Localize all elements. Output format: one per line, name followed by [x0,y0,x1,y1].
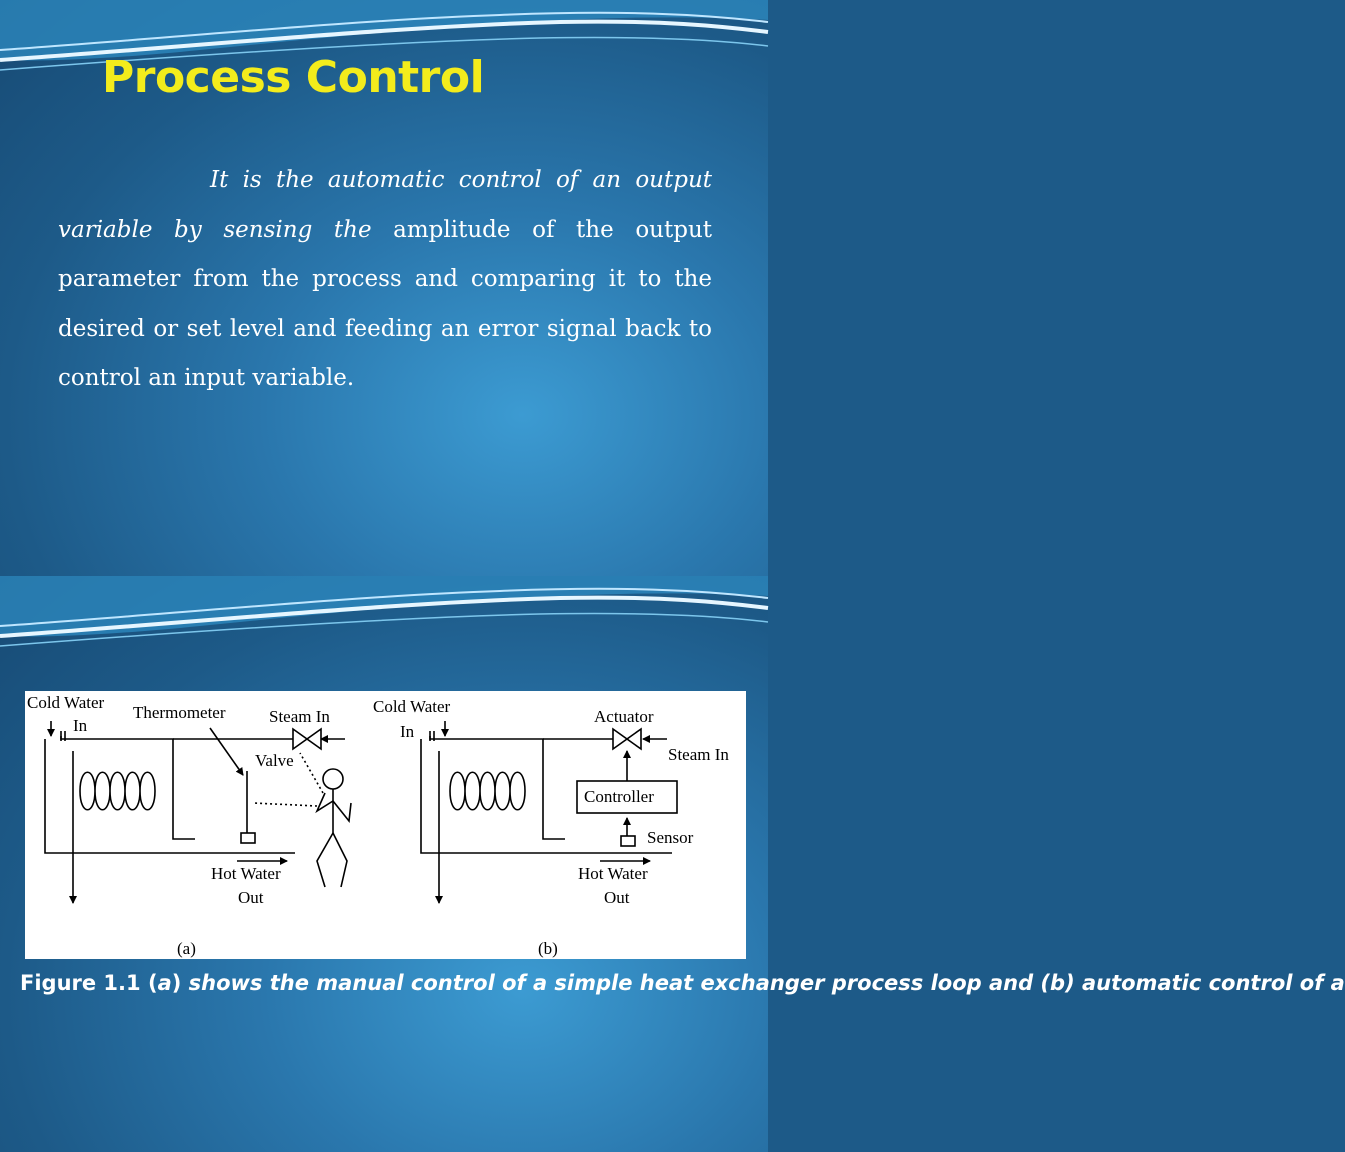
label-b-sensor: Sensor [647,828,694,847]
label-a-caption: (a) [177,939,196,958]
label-a-thermometer: Thermometer [133,703,226,722]
label-b-out: Out [604,888,630,907]
label-b-caption: (b) [538,939,558,958]
label-b-actuator: Actuator [594,707,654,726]
definition-italic-text: It is the automatic control of an output variable by sensing the [58,167,712,243]
caption-paren-close: ) [171,971,182,995]
slide-2 [0,576,1345,1152]
label-b-cold-water: Cold Water [373,697,451,716]
label-a-out: Out [238,888,264,907]
slide-title: Process Control [102,52,485,103]
steam-valve-a [293,729,321,749]
label-a-valve: Valve [255,751,294,770]
label-a-hot-water: Hot Water [211,864,281,883]
label-b-hot-water: Hot Water [578,864,648,883]
caption-description: shows the manual control of a simple heat exchanger process loop and (b) automatic control of a [181,971,1345,995]
heating-coil-b [450,772,525,810]
label-a-in: In [73,716,88,735]
slide-1 [0,0,768,576]
label-b-steam-in: Steam In [668,745,729,764]
definition-paragraph [58,156,712,404]
caption-paren-open: ( [140,971,158,995]
figure-caption [20,968,1345,998]
label-b-in: In [400,722,415,741]
caption-letter-a: a [157,971,172,995]
steam-valve-b [613,729,641,749]
caption-figure-ref: Figure 1.1 [20,971,141,995]
label-a-steam-in: Steam In [269,707,330,726]
heat-exchanger-figure [25,691,746,959]
diagram-a-manual-control [45,721,351,903]
label-b-controller: Controller [584,787,654,806]
heating-coil-a [80,772,155,810]
label-a-cold-water: Cold Water [27,693,105,712]
definition-regular-text: amplitude of the output parameter from the process and comparing it to the desired or set level and feeding an error signal back to control an input variable. [58,216,712,391]
wave-decoration [0,576,768,666]
